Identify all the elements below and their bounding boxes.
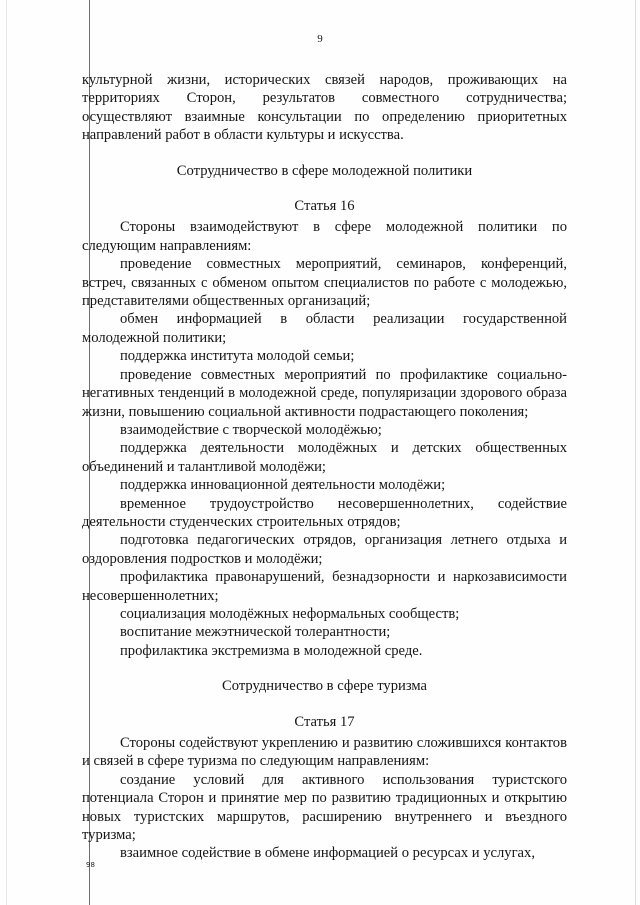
article-16-item: профилактика правонарушений, безнадзорности и наркозависимости несовершеннолетних; [82, 569, 567, 604]
scan-edge-right [635, 0, 636, 905]
article-17-item: взаимное содействие в обмене информацией о ресурсах и услугах, [120, 845, 535, 862]
scan-edge-left [6, 0, 7, 905]
article-16-item: обмен информацией в области реализации государственной молодежной политики; [82, 311, 567, 346]
page-number: 9 [317, 33, 323, 45]
article-16-item: поддержка инновационной деятельности молодёжи; [120, 477, 446, 494]
article-16-item: социализация молодёжных неформальных сообществ; [120, 605, 460, 622]
article-17-item: создание условий для активного использования туристского потенциала Сторон и принятие мер по развитию традиционных и открытию новых туристских маршрутов, расширению внутреннего и въездного туризма; [82, 771, 567, 844]
article-16-item: воспитание межэтнической толерантности; [120, 624, 391, 641]
section-heading-tourism: Сотрудничество в сфере туризма [221, 678, 427, 695]
section-heading-youth: Сотрудничество в сфере молодежной политики [176, 162, 473, 179]
article-16-item: временное трудоустройство несовершеннолетних, содействие деятельности студенческих строительных отрядов; [82, 495, 567, 530]
article-16-item: проведение совместных мероприятий по профилактике социально-негативных тенденций в молодежной среде, популяризации здорового образа жизни, повышению социальной активности подрастающего поколения; [82, 366, 567, 420]
article-title-17: Статья 17 [294, 713, 355, 730]
article-16-item: подготовка педагогических отрядов, организация летнего отдыха и оздоровления подростков и молодёжи; [82, 532, 567, 567]
article-16-lead: Стороны взаимодействуют в сфере молодежной политики по следующим направлениям: [82, 219, 567, 254]
article-16-item: поддержка деятельности молодёжных и детских общественных объединений и талантливой молодёжи; [82, 440, 567, 475]
document-body [82, 71, 567, 863]
scan-corner-mark: 98 [86, 861, 95, 869]
article-16-item: профилактика экстремизма в молодежной среде. [120, 642, 423, 659]
article-title-16: Статья 16 [294, 198, 355, 215]
article-16-item: проведение совместных мероприятий, семинаров, конференций, встреч, связанных с обменом опытом специалистов по работе с молодежью, представителями общественных организаций; [82, 256, 567, 310]
article-17-lead: Стороны содействуют укреплению и развитию сложившихся контактов и связей в сфере туризма по следующим направлениям: [82, 735, 567, 770]
article-16-item: взаимодействие с творческой молодёжью; [120, 421, 382, 438]
intro-paragraph: культурной жизни, исторических связей народов, проживающих на территориях Сторон, результатов совместного сотрудничества; осуществляют взаимные консультации по определению приоритетных направлений работ в области культуры и искусства. [82, 72, 567, 144]
article-16-item: поддержка института молодой семьи; [120, 348, 355, 365]
